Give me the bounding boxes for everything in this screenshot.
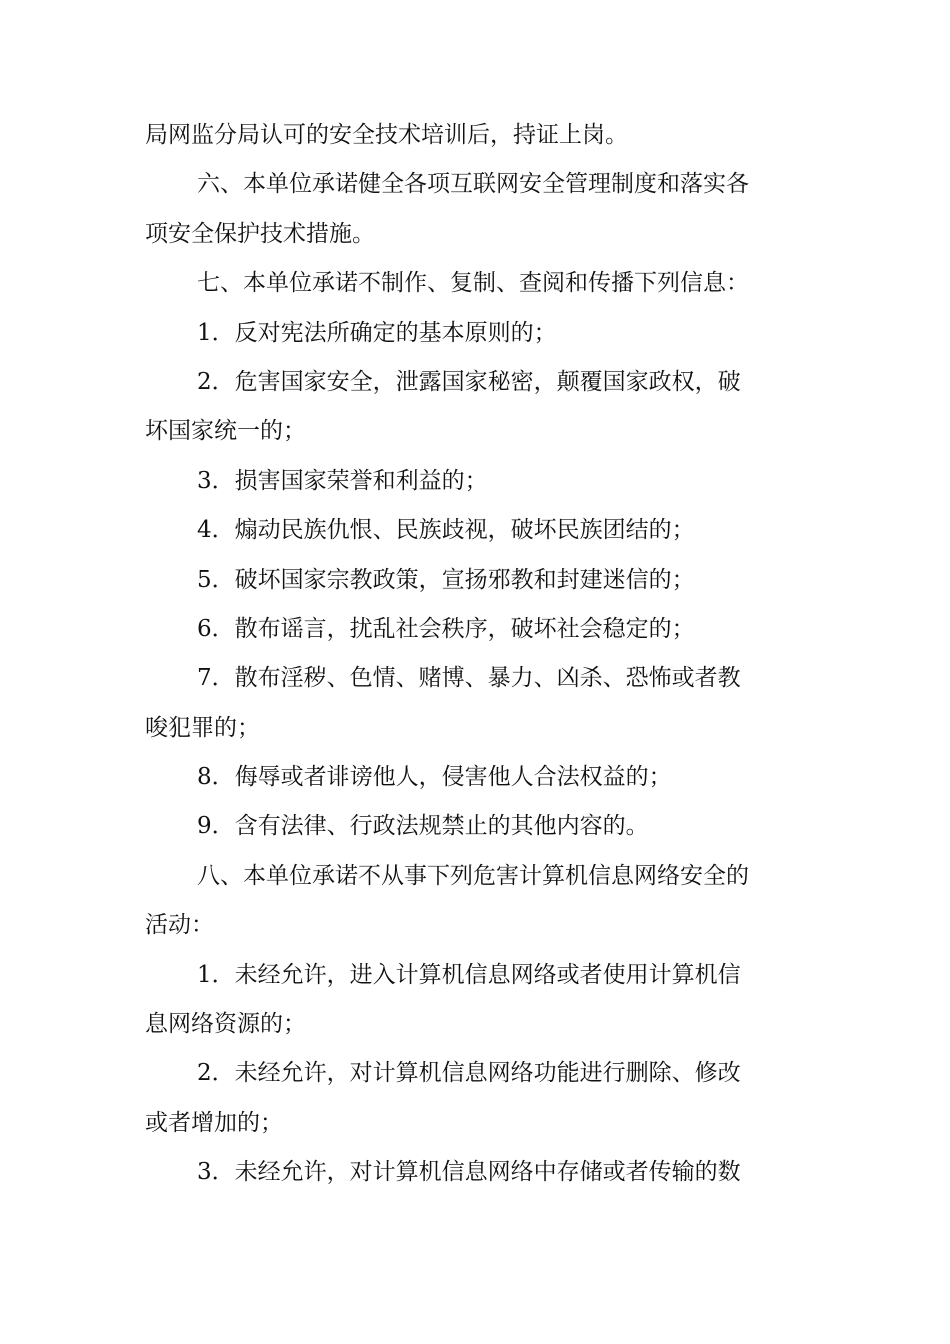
paragraph-line: 七、本单位承诺不制作、复制、查阅和传播下列信息： [197,270,749,297]
paragraph-line: 八、本单位承诺不从事下列危害计算机信息网络安全的 [197,862,749,889]
list-item: 6．散布谣言，扰乱社会秩序，破坏社会稳定的； [197,615,695,642]
text-line: 息网络资源的； [145,1011,306,1038]
list-item: 2．危害国家安全，泄露国家秘密，颠覆国家政权，破 [197,368,741,395]
text-line: 唆犯罪的； [145,714,260,741]
paragraph-line: 六、本单位承诺健全各项互联网安全管理制度和落实各 [197,171,749,198]
list-item: 7．散布淫秽、色情、赌博、暴力、凶杀、恐怖或者教 [197,665,741,692]
list-item: 1．反对宪法所确定的基本原则的； [197,319,557,346]
document-body [145,111,810,1198]
list-item: 3．未经允许，对计算机信息网络中存储或者传输的数 [197,1159,741,1186]
list-item: 9．含有法律、行政法规禁止的其他内容的。 [197,813,649,840]
list-item: 4．煽动民族仇恨、民族歧视，破坏民族团结的； [197,517,695,544]
text-line: 活动： [145,912,214,939]
text-line: 或者增加的； [145,1109,283,1136]
list-item: 8．侮辱或者诽谤他人，侵害他人合法权益的； [197,764,672,791]
text-line: 项安全保护技术措施。 [145,220,375,247]
text-line: 坏国家统一的； [145,418,306,445]
list-item: 1．未经允许，进入计算机信息网络或者使用计算机信 [197,961,741,988]
list-item: 5．破坏国家宗教政策，宣扬邪教和封建迷信的； [197,566,695,593]
list-item: 2．未经允许，对计算机信息网络功能进行删除、修改 [197,1060,741,1087]
list-item: 3．损害国家荣誉和利益的； [197,467,488,494]
text-line: 局网监分局认可的安全技术培训后，持证上岗。 [145,122,628,148]
